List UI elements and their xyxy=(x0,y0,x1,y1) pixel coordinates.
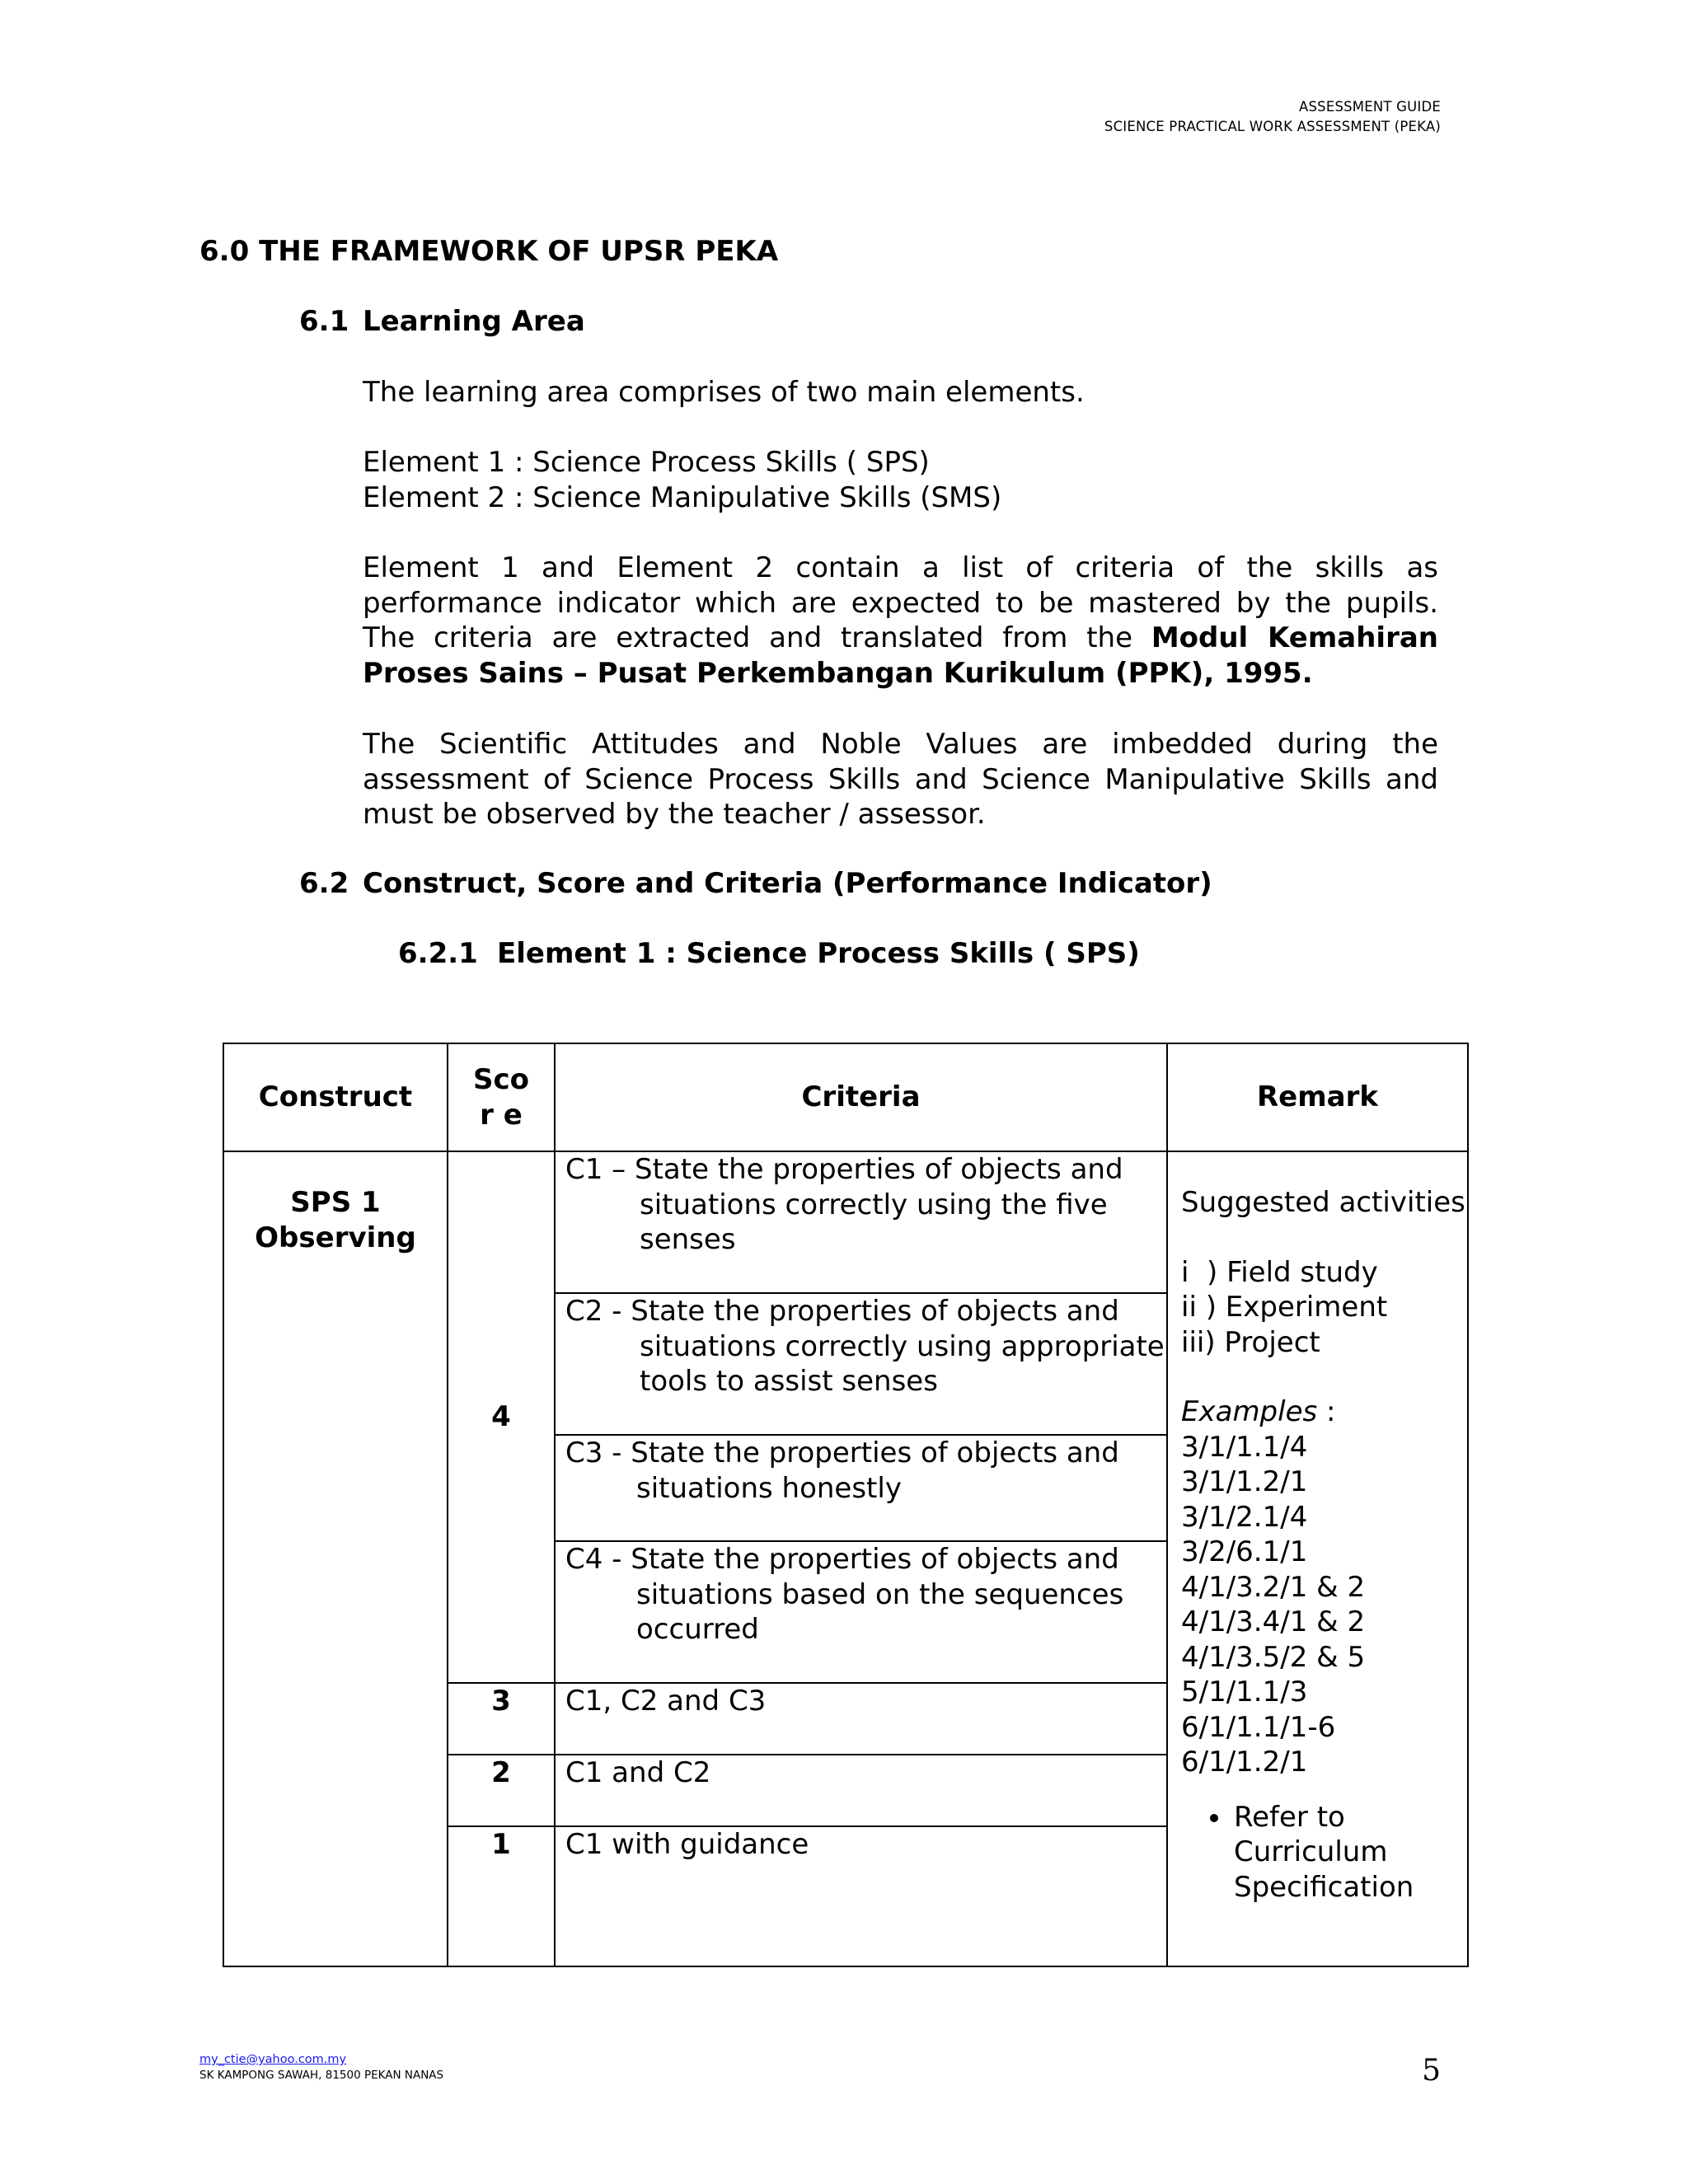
example-code: 4/1/3.2/1 & 2 xyxy=(1181,1570,1366,1604)
header-remark: Remark xyxy=(1167,1043,1468,1151)
example-code: 4/1/3.4/1 & 2 xyxy=(1181,1605,1366,1638)
construct-name: Observing xyxy=(255,1221,416,1254)
subsection-number: 6.1 xyxy=(299,305,349,338)
criteria-first-line: C3 - State the properties of objects and xyxy=(565,1436,1119,1469)
subsection-6-1-heading xyxy=(299,305,585,338)
criteria-paragraph xyxy=(363,551,1438,691)
subsection-number: 6.2 xyxy=(299,867,349,900)
criteria-c1 xyxy=(555,1151,1167,1293)
sps-criteria-table xyxy=(223,1043,1469,1967)
criteria-first-line: C2 - State the properties of objects and xyxy=(565,1295,1119,1328)
example-code: 5/1/1.1/3 xyxy=(1181,1675,1308,1708)
criteria-continuation: situations based on the sequences occurred xyxy=(636,1577,1124,1646)
remark-bullet-list xyxy=(1181,1800,1467,1905)
example-code: 6/1/1.2/1 xyxy=(1181,1746,1308,1779)
score-cell: 1 xyxy=(448,1826,555,1966)
header-criteria: Criteria xyxy=(555,1043,1167,1151)
criteria-continuation: situations correctly using the five senses xyxy=(640,1188,1108,1256)
element-2-line: Element 2 : Science Manipulative Skills (SMS) xyxy=(363,480,1002,514)
subsection-number: 6.2.1 xyxy=(398,937,478,970)
example-code: 3/1/1.2/1 xyxy=(1181,1465,1308,1498)
activity-item: ii ) Experiment xyxy=(1181,1291,1388,1324)
criteria-continuation: situations correctly using appropriate tools to assist senses xyxy=(640,1329,1165,1398)
criteria-paragraph-text: Element 1 and Element 2 contain a list of criteria of the skills as performance indicator which are expected to be mastered by the pupils. The criteria are extracted and translated from the xyxy=(363,551,1438,654)
criteria-cell: C1, C2 and C3 xyxy=(555,1683,1167,1755)
example-code: 6/1/1.1/1-6 xyxy=(1181,1710,1336,1744)
element-list xyxy=(363,445,1438,515)
attitudes-paragraph: The Scientific Attitudes and Noble Values are imbedded during the assessment of Science Process Skills and Science Manipulative Skills and must be observed by the teacher / assessor. xyxy=(363,728,1438,831)
construct-cell xyxy=(223,1151,448,1966)
example-code: 3/2/6.1/1 xyxy=(1181,1535,1308,1568)
header-construct: Construct xyxy=(223,1043,448,1151)
criteria-c4 xyxy=(555,1541,1167,1683)
element-1-line: Element 1 : Science Process Skills ( SPS) xyxy=(363,446,930,479)
remark-suggested: Suggested activities xyxy=(1181,1186,1465,1219)
footer-email-link[interactable]: my_ctie@yahoo.com.my xyxy=(199,2053,347,2066)
criteria-cell: C1 with guidance xyxy=(555,1826,1167,1966)
activity-item: i ) Field study xyxy=(1181,1255,1378,1289)
score-4-cell: 4 xyxy=(448,1151,555,1683)
examples-colon: : xyxy=(1317,1395,1336,1428)
score-cell: 2 xyxy=(448,1755,555,1826)
header-line-1: ASSESSMENT GUIDE xyxy=(1299,99,1441,115)
criteria-first-line: C1 – State the properties of objects and xyxy=(565,1153,1123,1186)
criteria-cell: C1 and C2 xyxy=(555,1755,1167,1826)
header-score-text: Scor e xyxy=(473,1063,529,1132)
criteria-c2 xyxy=(555,1293,1167,1435)
examples-heading xyxy=(1181,1394,1467,1430)
example-code: 3/1/2.1/4 xyxy=(1181,1500,1308,1534)
subsection-title: Element 1 : Science Process Skills ( SPS) xyxy=(497,937,1140,970)
criteria-continuation: situations honestly xyxy=(636,1471,902,1505)
subsection-6-2-1-heading xyxy=(398,937,1140,970)
page-header xyxy=(1104,97,1441,137)
example-code: 3/1/1.1/4 xyxy=(1181,1430,1308,1464)
source-reference: Modul Kemahiran Proses Sains – Pusat Perkembangan Kurikulum (PPK), 1995. xyxy=(363,621,1438,690)
criteria-first-line: C4 - State the properties of objects and xyxy=(565,1543,1119,1576)
page-number: 5 xyxy=(1422,2054,1441,2088)
remark-bullet: • Refer to Curriculum Specification xyxy=(1232,1800,1467,1905)
examples-label: Examples xyxy=(1181,1395,1318,1428)
subsection-title: Construct, Score and Criteria (Performance Indicator) xyxy=(363,867,1212,900)
score-cell: 3 xyxy=(448,1683,555,1755)
table-row xyxy=(223,1151,1468,1293)
header-score xyxy=(448,1043,555,1151)
subsection-title: Learning Area xyxy=(363,305,585,338)
construct-code: SPS 1 xyxy=(290,1186,381,1219)
intro-paragraph: The learning area comprises of two main elements. xyxy=(363,376,1085,409)
activity-item: iii) Project xyxy=(1181,1325,1320,1359)
header-line-2: SCIENCE PRACTICAL WORK ASSESSMENT (PEKA) xyxy=(1104,119,1441,134)
footer-school: SK KAMPONG SAWAH, 81500 PEKAN NANAS xyxy=(199,2069,444,2082)
example-code: 4/1/3.5/2 & 5 xyxy=(1181,1640,1366,1674)
criteria-c3 xyxy=(555,1435,1167,1541)
subsection-6-2-heading xyxy=(299,867,1212,900)
remark-cell xyxy=(1167,1151,1468,1966)
table-header-row xyxy=(223,1043,1468,1151)
section-title: 6.0 THE FRAMEWORK OF UPSR PEKA xyxy=(199,235,779,268)
